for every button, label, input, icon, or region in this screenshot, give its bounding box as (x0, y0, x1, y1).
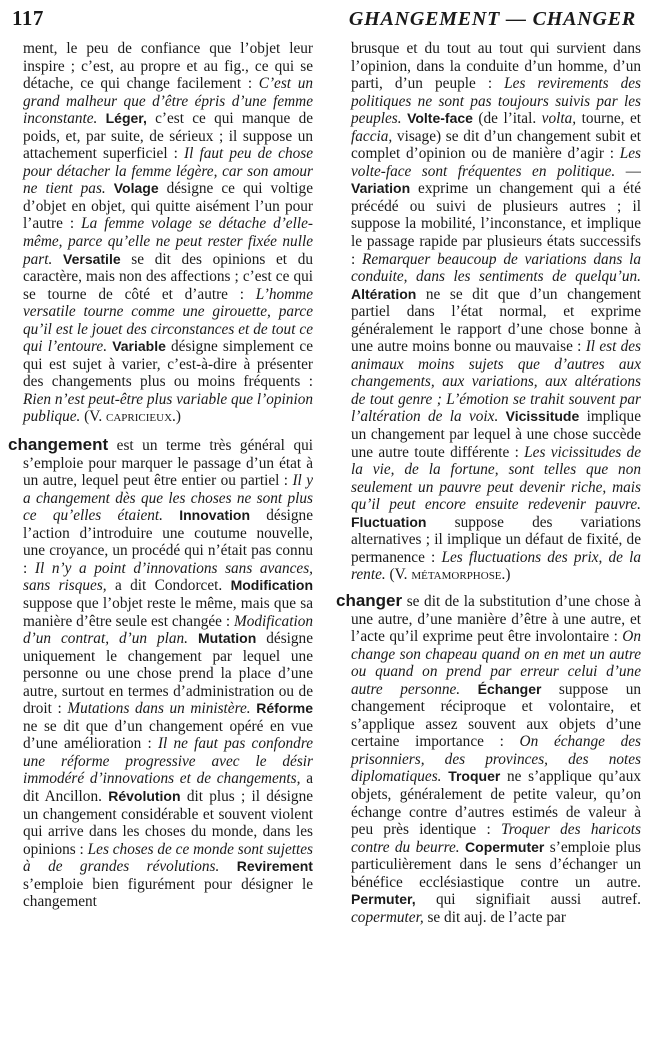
body-text: ne s’applique qu’aux objets, généralement de petite valeur, qu’on échange contre d’autres estimés de valeur à peu près identique : (351, 768, 641, 839)
example-text: Modification d’un contrat, d’un plan. (23, 612, 313, 648)
body-text: se dit des opinions et du caractère, mais non des affections ; c’est ce qui se tourne de côté et d’autre : (23, 250, 313, 303)
example-text: Les choses de ce monde sont sujettes à de grandes révolutions. (23, 840, 313, 876)
body-text (52, 251, 63, 268)
example-text: La femme volage se détache d’elle-même, parce qu’elle ne peut rester fixée nulle part. (23, 215, 313, 268)
synonym-term: Volte-face (407, 110, 473, 127)
example-text: On échange des prisonniers, des provinces, des notes diplomatiques. (351, 733, 641, 786)
body-text: .) (172, 408, 181, 426)
synonym-term: Révolution (108, 787, 181, 804)
example-text: Il ne faut pas confondre une réforme progressive avec le désir immodéré d’innovations et de changements, (23, 735, 313, 788)
body-text: — (615, 162, 641, 180)
body-text (219, 858, 236, 875)
example-text: Il faut peu de chose pour détacher la femme légère, car son amour ne tient pas. (23, 145, 313, 198)
example-text: copermuter, (351, 908, 424, 926)
body-text: se dit de la substitution d’une chose à une autre, d’une manière d’être à une autre, et l’acte qu’il exprime peut être involontaire : (351, 592, 641, 646)
body-text: ne se dit que d’un changement opéré en vue d’une amélioration : (23, 717, 313, 753)
entry-continuation (336, 40, 641, 584)
synonym-term: Permuter, (351, 891, 416, 908)
body-text: suppose un changement réciproque et volontaire, et s’applique assez souvent aux objets d’une certaine importance : (351, 680, 641, 751)
headword: changer (336, 590, 403, 610)
example-text: L’homme versatile tourne comme une girouette, parce qu’il est le jouet des circonstances et de tout ce qui l’entoure. (23, 285, 313, 356)
body-text: a dit Condorcet. (106, 577, 231, 595)
example-text: faccia, (351, 127, 393, 145)
example-text: Remarquer beaucoup de variations dans la conduite, dans les sentiments de quelqu’un. (351, 250, 641, 286)
body-text (97, 110, 105, 127)
synonym-term: Variable (112, 338, 166, 355)
body-text: exprime un changement qui a été précédé ou suivi de plusieurs autres ; il suppose la mobilité, l’inconstance, et implique le passage rapide par plusieurs états successifs : (351, 180, 641, 268)
body-text: implique un changement par lequel à une chose succède une autre toute différente : (351, 408, 641, 461)
entry-continuation (8, 40, 313, 426)
body-text: ne se dit que d’un changement partiel dans l’état normal, et exprime généralement le rapport d’une chose bonne à une autre moins bonne ou mauvaise : (351, 285, 641, 356)
body-text: désigne uniquement le changement par lequel une personne ou une chose prend la place d’une autre, surtout en termes d’administration ou de droit : (23, 630, 313, 718)
synonym-term: Fluctuation (351, 513, 427, 530)
example-text: Troquer des haricots contre du beurre. (351, 821, 641, 856)
synonym-term: Variation (351, 180, 411, 197)
body-text: c’est ce qui manque de poids, et, par suite, de sérieux ; il suppose un attachement superficiel : (23, 110, 313, 163)
synonym-term: Échanger (477, 680, 542, 697)
example-text: Les fluctuations des prix, de la rente. (351, 548, 641, 584)
synonym-term: Copermuter (465, 838, 545, 855)
example-text: On change son chapeau quand on en met un autre ou quand on prend par erreur celui d’une autre personne. (351, 628, 641, 698)
synonym-term: Volage (113, 180, 159, 197)
synonym-term: Troquer (448, 768, 501, 785)
body-text: ment, le peu de confiance que l’objet leur inspire ; c’est, au propre et au fig., ce qui se détache, ce qui change facilement : (23, 40, 313, 93)
body-text: visage) se dit d’un changement subit et complet d’opinion ou de manière d’agir : (351, 127, 641, 163)
body-text: désigne l’action d’introduire une coutume nouvelle, une croyance, un procédé qui n’était pas connu : (23, 507, 313, 577)
body-text: s’emploie bien figurément pour désigner le changement (23, 875, 313, 911)
example-text: Les vicissitudes de la vie, de la fortune, sont telles que non seulement un pauvre peut devenir riche, mais qu’il peut encore ensuite redevenir pauvre. (351, 443, 641, 514)
synonym-term: Vicissitude (505, 408, 580, 425)
body-text (163, 507, 179, 524)
synonym-term: Réforme (256, 700, 313, 717)
body-text: se dit auj. de l’acte par (423, 908, 566, 926)
page-header (12, 6, 636, 34)
synonym-term: Léger, (105, 110, 147, 127)
example-text: Il est des animaux moins sujets que d’autres aux changements, aux variations, aux altérations de tout genre ; L’émotion se trahit souvent par l’altération de la voix. (351, 338, 641, 426)
body-text (498, 408, 505, 425)
entry-changer (336, 592, 641, 926)
body-text: a dit Ancillon. (23, 770, 313, 805)
body-text: dit plus ; il désigne un changement considérable et souvent violent qui arrive dans les choses du monde, dans les opinions : (23, 787, 313, 858)
example-text: volta, (541, 110, 577, 128)
synonym-term: Innovation (179, 507, 251, 524)
body-text (106, 180, 114, 197)
example-text: C’est un grand malheur que d’être épris d’une femme inconstante. (23, 75, 313, 128)
body-text: brusque et du tout au tout qui survient dans l’opinion, dans la conduite d’un homme, d’un parti, d’un peuple : (351, 40, 641, 93)
left-column (8, 40, 313, 1034)
body-text: suppose que l’objet reste le même, mais que sa manière d’être seule est changée : (23, 594, 313, 630)
page-number: 117 (12, 6, 44, 30)
body-text: est un terme très général qui s’emploie pour marquer le passage d’un état à un autre, lequel peut être entier ou partiel : (23, 437, 313, 490)
body-text: .) (501, 566, 511, 584)
body-text: désigne simplement ce qui est sujet à varier, c’est-à-dire à présenter des changements plus ou moins fréquents : (23, 338, 313, 391)
body-text: tourne, et (576, 110, 641, 128)
body-text: (V. (80, 408, 107, 426)
cross-reference: capricieux (106, 408, 173, 426)
example-text: Il n’y a point d’innovations sans avances, sans risques, (23, 559, 313, 595)
body-text (460, 681, 478, 698)
cross-reference: métamorphose (411, 566, 502, 584)
body-text: (de l’ital. (472, 110, 542, 128)
body-text: suppose des variations alternatives ; il implique un défaut de fixité, de permanence : (351, 513, 641, 566)
example-text: Il y a changement dès que les choses ne sont plus ce qu’elles étaient. (23, 472, 313, 525)
example-text: Les revirements des politiques ne sont pas toujours suivis par les peuples. (351, 75, 641, 128)
example-text: Rien n’est peut-être plus variable que l’opinion publique. (23, 390, 313, 426)
synonym-term: Mutation (197, 630, 257, 647)
body-text: (V. (385, 566, 412, 584)
headword: changement (8, 435, 109, 455)
body-text: désigne ce qui voltige d’objet en objet, qui quitte aisément l’un pour l’autre : (23, 180, 313, 233)
entry-changement (8, 436, 313, 911)
example-text: Mutations dans un ministère. (67, 700, 251, 718)
running-head: GHANGEMENT — CHANGER (348, 8, 636, 30)
synonym-term: Modification (230, 577, 313, 594)
synonym-term: Revirement (236, 858, 313, 875)
synonym-term: Altération (351, 285, 417, 302)
synonym-term: Versatile (63, 250, 121, 267)
body-text (188, 630, 198, 647)
right-column (336, 40, 641, 1034)
body-text: s’emploie plus particulièrement dans le sens d’échanger un bénéfice ecclésiastique contre un autre. (351, 838, 641, 891)
body-text: qui signifiait aussi autref. (415, 891, 641, 909)
example-text: Les volte-face sont fréquentes en politique. (351, 145, 641, 180)
